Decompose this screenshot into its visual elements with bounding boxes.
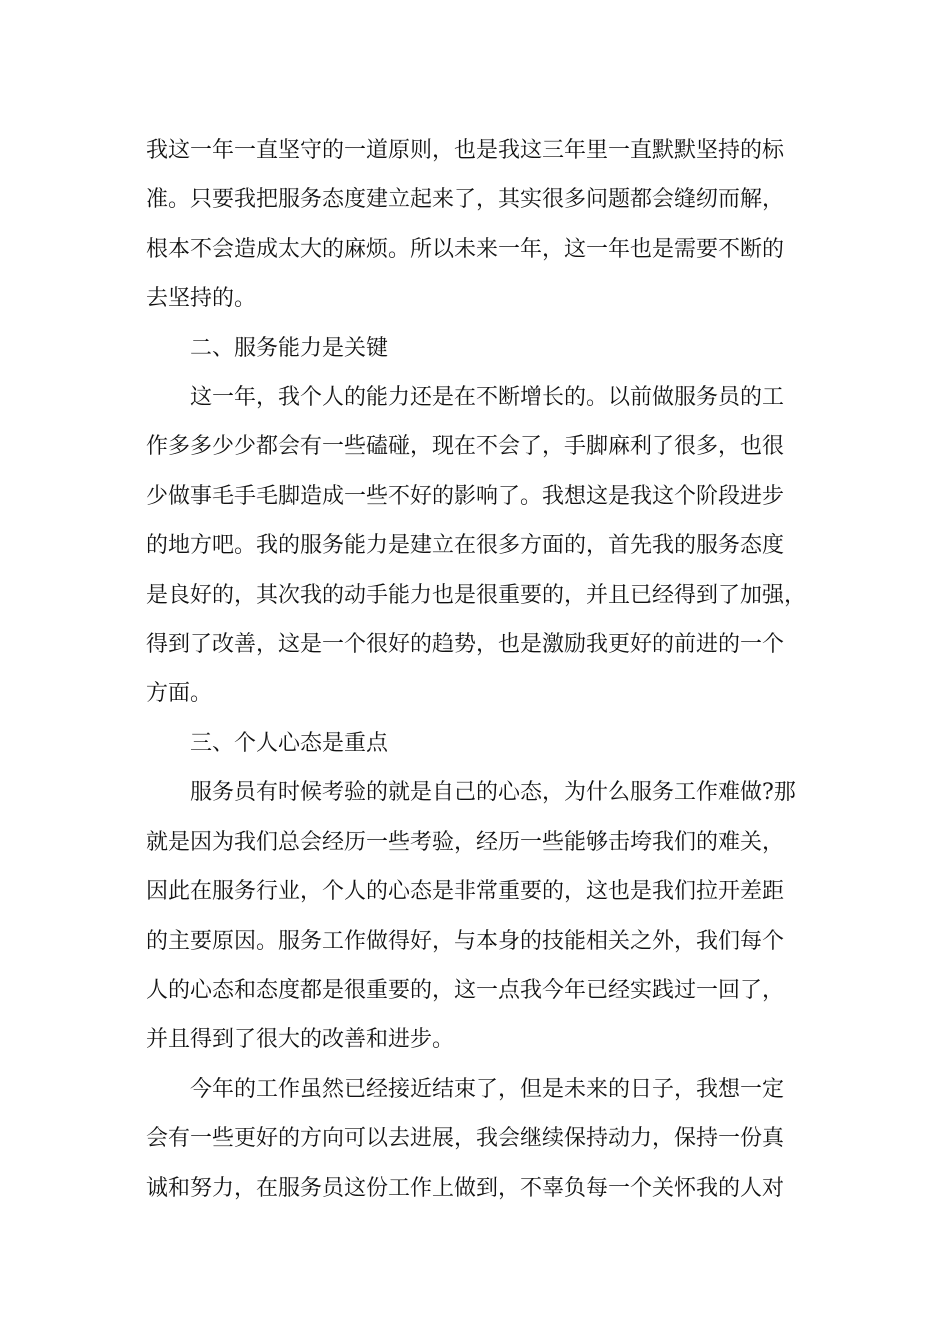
text-line: 我这一年一直坚守的一道原则，也是我这三年里一直默默坚持的标	[146, 138, 785, 163]
text-line: 准。只要我把服务态度建立起来了，其实很多问题都会缝纫而解，	[146, 187, 785, 213]
text-line: 这一年，我个人的能力还是在不断增长的。以前做服务员的工	[190, 385, 785, 411]
text-line: 方面。	[146, 681, 213, 707]
text-line: 并且得到了很大的改善和进步。	[146, 1027, 455, 1053]
text-line: 是良好的，其次我的动手能力也是很重要的，并且已经得到了加强，	[146, 582, 807, 608]
text-line: 的主要原因。服务工作做得好，与本身的技能相关之外，我们每个	[146, 928, 785, 954]
text-line: 作多多少少都会有一些磕碰，现在不会了，手脚麻利了很多，也很	[146, 434, 785, 460]
text-line: 会有一些更好的方向可以去进展，我会继续保持动力，保持一份真	[146, 1126, 785, 1152]
text-line: 因此在服务行业，个人的心态是非常重要的，这也是我们拉开差距	[146, 879, 785, 905]
text-line: 服务员有时候考验的就是自己的心态，为什么服务工作难做?那	[190, 780, 796, 806]
text-line: 根本不会造成太大的麻烦。所以未来一年，这一年也是需要不断的	[146, 236, 785, 262]
text-line: 去坚持的。	[146, 286, 257, 312]
document-body	[146, 126, 836, 1213]
text-line: 就是因为我们总会经历一些考验，经历一些能够击垮我们的难关，	[146, 829, 785, 855]
text-line: 的地方吧。我的服务能力是建立在很多方面的，首先我的服务态度	[146, 533, 785, 559]
text-line: 今年的工作虽然已经接近结束了，但是未来的日子，我想一定	[190, 1076, 785, 1102]
text-line: 人的心态和态度都是很重要的，这一点我今年已经实践过一回了，	[146, 977, 785, 1003]
text-line: 少做事毛手毛脚造成一些不好的影响了。我想这是我这个阶段进步	[146, 483, 785, 509]
text-line: 诚和努力，在服务员这份工作上做到，不辜负每一个关怀我的人对	[146, 1175, 785, 1201]
text-line: 得到了改善，这是一个很好的趋势，也是激励我更好的前进的一个	[146, 632, 785, 658]
section-heading: 三、个人心态是重点	[190, 730, 389, 756]
section-heading: 二、服务能力是关键	[190, 335, 389, 361]
